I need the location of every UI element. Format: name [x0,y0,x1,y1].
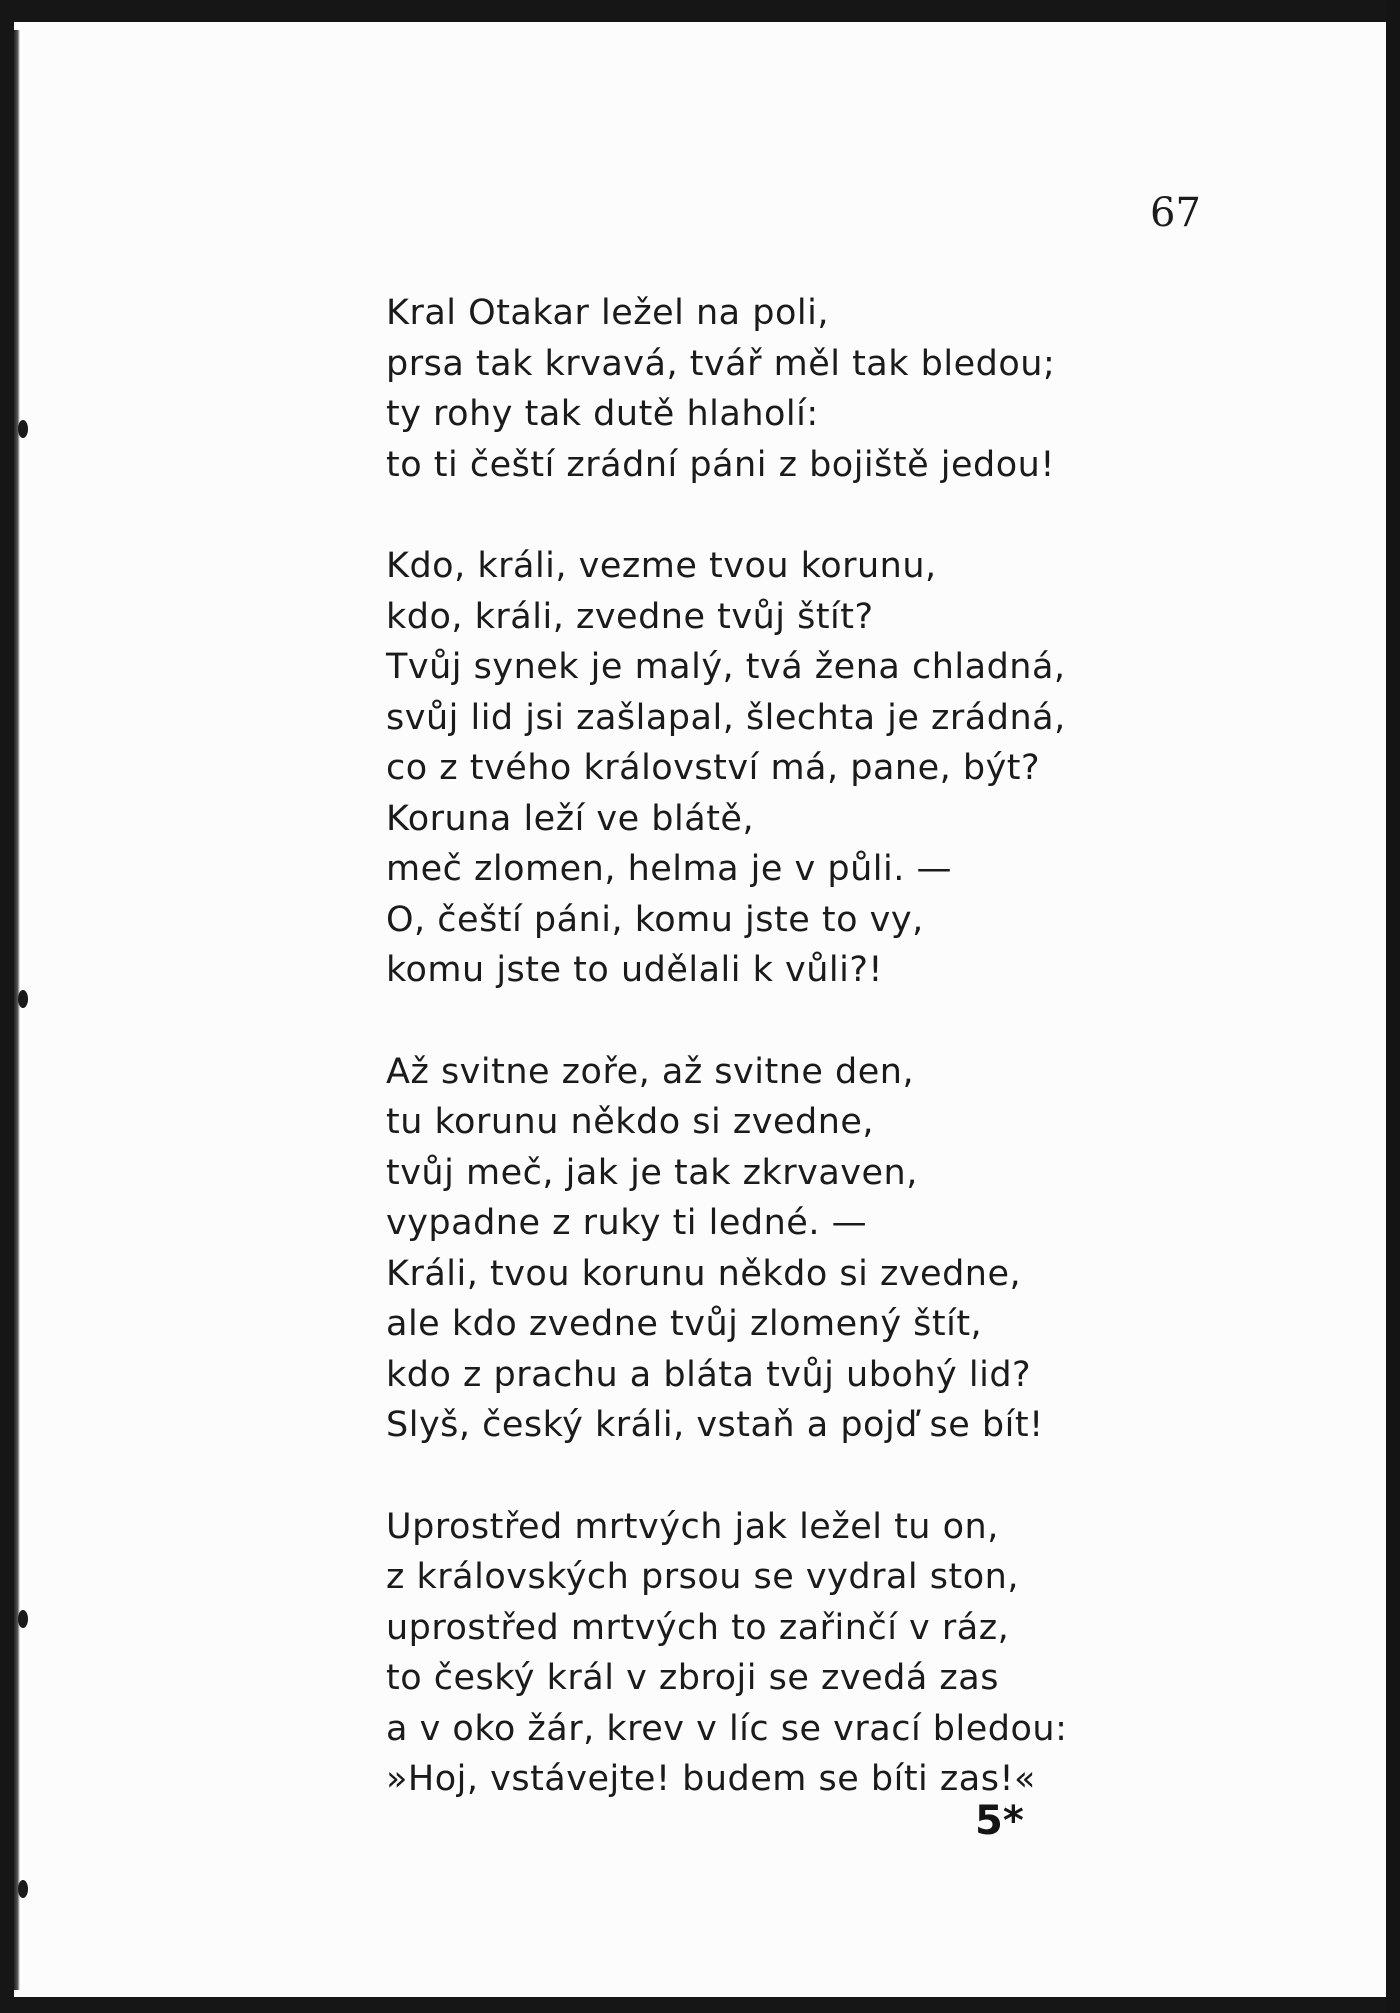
stanza-3 [386,1047,1236,1451]
poem-line: kdo z prachu a bláta tvůj ubohý lid? [386,1354,1032,1395]
poem-line: Kdo, králi, vezme tvou korunu, [386,546,937,586]
binding-edge [14,30,20,1990]
printer-signature-mark: 5* [975,1798,1024,1844]
binding-mark [18,1610,28,1628]
poem-line: kdo, králi, zvedne tvůj štít? [386,596,874,637]
poem-line: Koruna leží ve blátě, [386,798,755,839]
poem-line: prsa tak krvavá, tvář měl tak bledou; [386,343,1056,384]
poem-line: Slyš, český králi, vstaň a pojď se bít! [386,1405,1044,1445]
poem-line: uprostřed mrtvých to zařinčí v ráz, [386,1607,1010,1648]
poem-line: Tvůj synek je malý, tvá žena chladná, [386,647,1066,687]
poem-line: to ti čeští zrádní páni z bojiště jedou! [386,444,1055,485]
poem-line: Kral Otakar ležel na poli, [386,293,829,333]
poem-line: meč zlomen, helma je v půli. — [386,849,952,889]
stanza-4 [386,1502,1236,1805]
binding-mark [18,990,28,1008]
poem-line: komu jste to udělali k vůli?! [386,950,883,990]
poem-line: »Hoj, vstávejte! budem se bíti zas!« [386,1759,1036,1799]
stanza-1 [386,288,1236,490]
poem-line: to český král v zbroji se zvedá zas [386,1658,999,1698]
poem-line: svůj lid jsi zašlapal, šlechta je zrádná, [386,697,1066,738]
poem-line: O, čeští páni, komu jste to vy, [386,899,924,940]
poem-line: vypadne z ruky ti ledné. — [386,1203,868,1243]
poem-line: Králi, tvou korunu někdo si zvedne, [386,1253,1022,1294]
binding-mark [18,1880,28,1898]
poem-line: Až svitne zoře, až svitne den, [386,1051,915,1092]
page-right-edge [1386,0,1400,2013]
poem-line: Uprostřed mrtvých jak ležel tu on, [386,1506,999,1547]
binding-mark [18,420,28,438]
poem-line: ale kdo zvedne tvůj zlomený štít, [386,1304,983,1344]
poem-line: a v oko žár, krev v líc se vrací bledou: [386,1708,1068,1749]
stanza-2 [386,541,1236,996]
poem-line: z královských prsou se vydral ston, [386,1557,1019,1597]
poem-line: co z tvého království má, pane, být? [386,748,1041,788]
poem-line: ty rohy tak dutě hlaholí: [386,394,819,434]
poem [386,288,1236,1856]
poem-line: tvůj meč, jak je tak zkrvaven, [386,1152,918,1193]
page-number: 67 [1150,190,1201,236]
poem-line: tu korunu někdo si zvedne, [386,1102,875,1142]
